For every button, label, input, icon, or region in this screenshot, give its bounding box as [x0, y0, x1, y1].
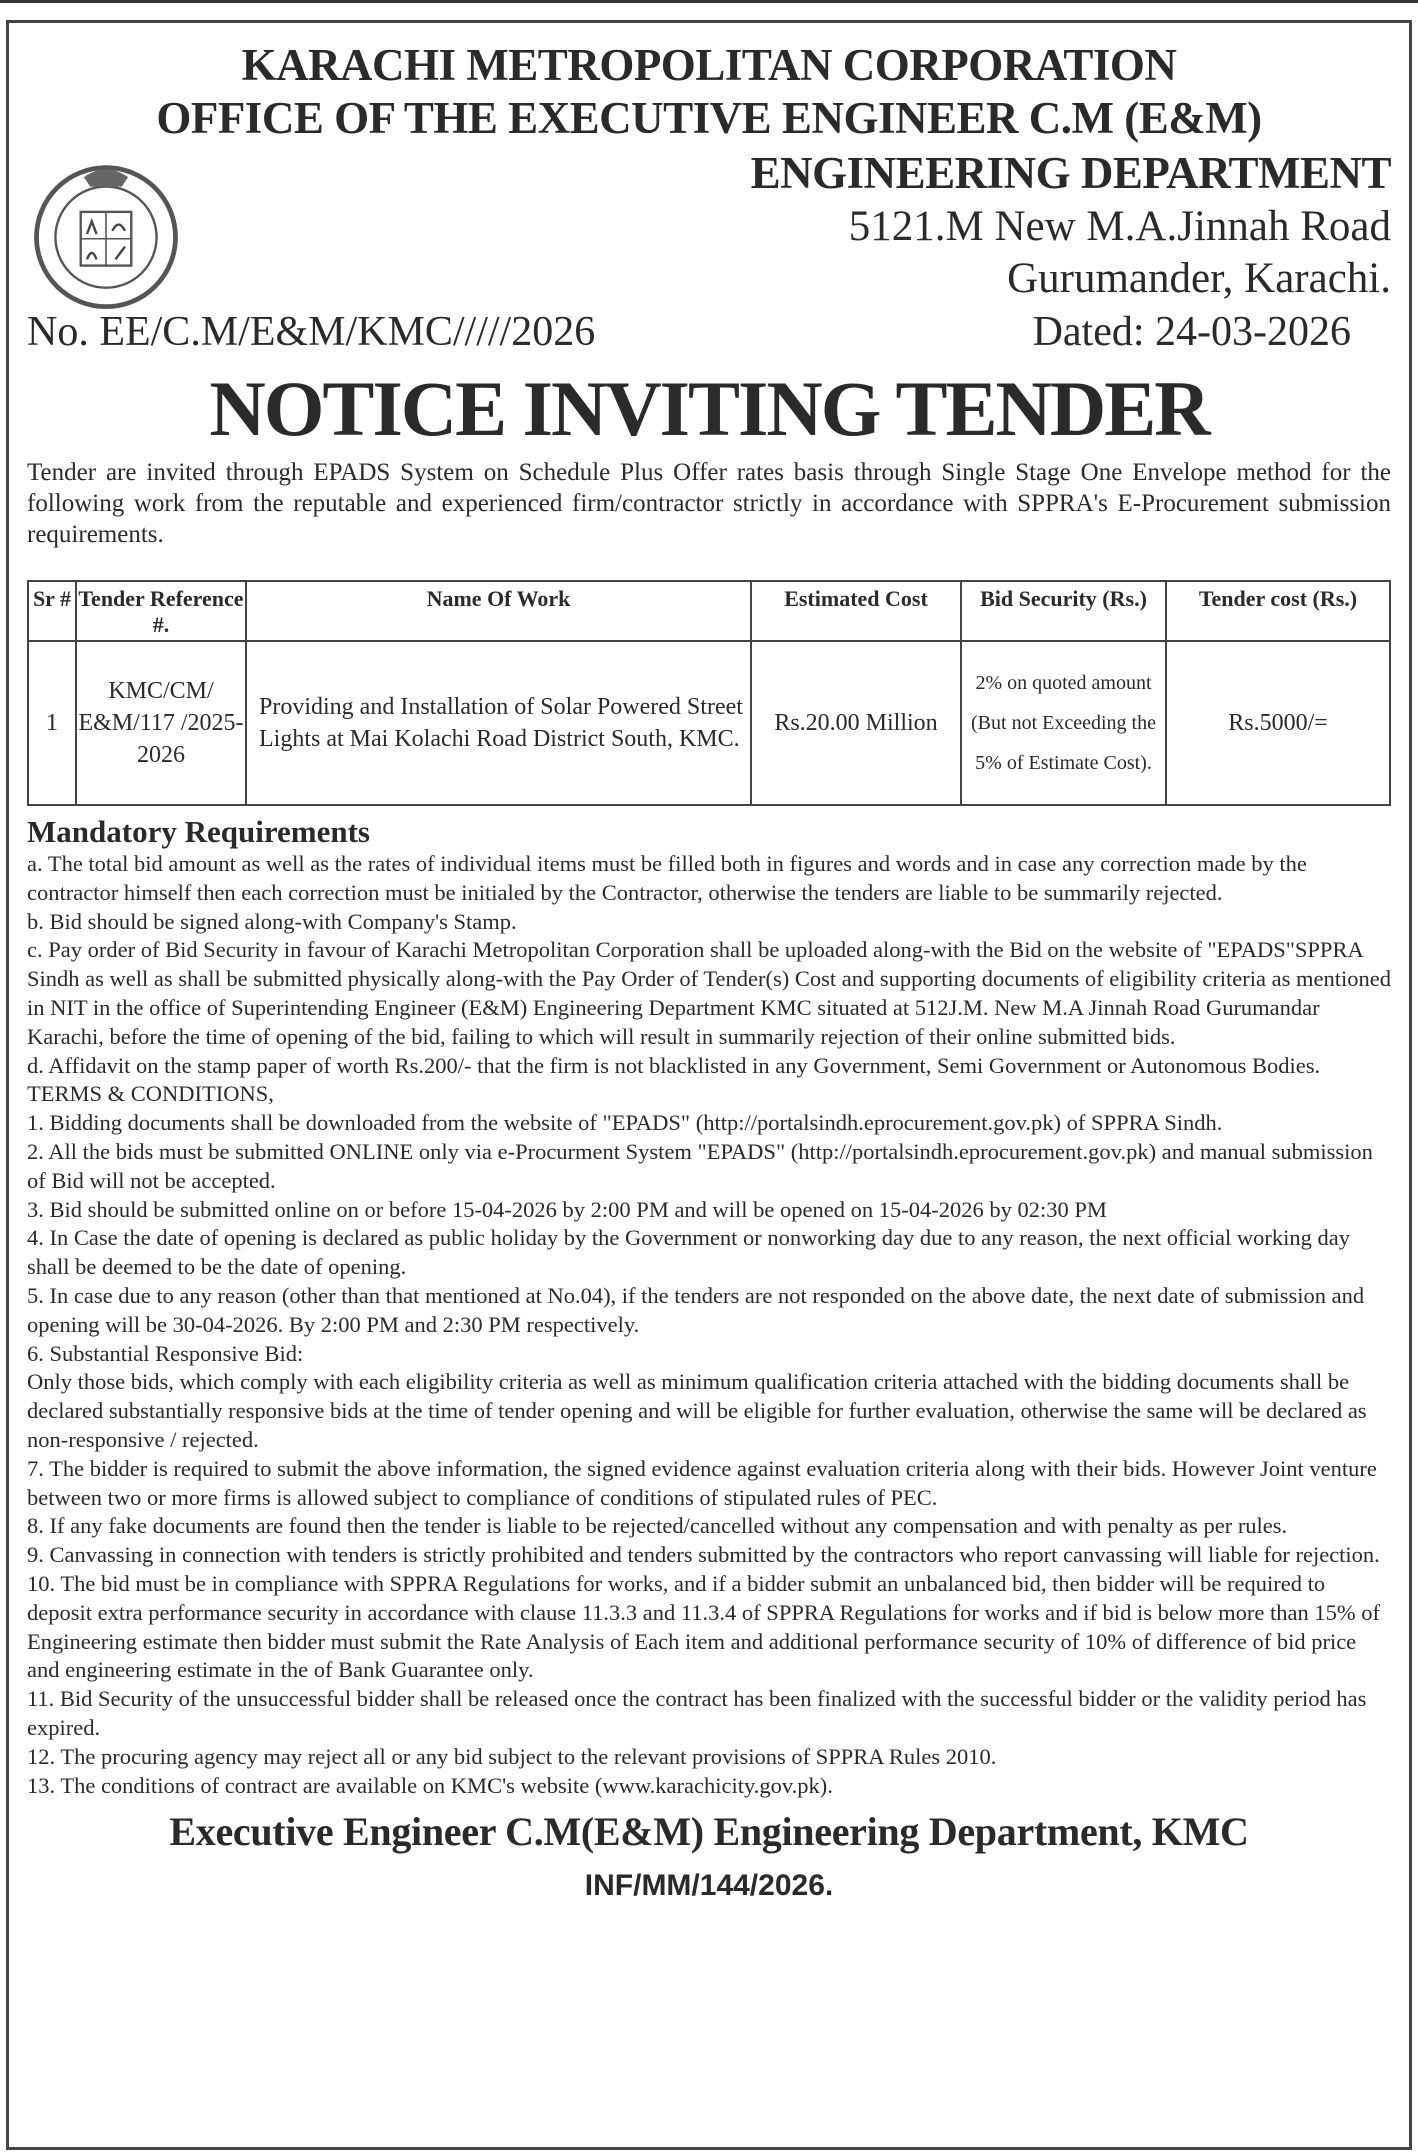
cell-cost: Rs.20.00 Million: [751, 641, 961, 805]
col-reference: Tender Reference #.: [76, 581, 246, 641]
requirement-d: d. Affidavit on the stamp paper of worth Rs.200/- that the firm is not blacklisted in any Government, Semi Government or Autonomous Bodies.: [27, 1052, 1321, 1078]
reference-number: No. EE/C.M/E&M/KMC/////2026: [27, 309, 596, 355]
address-line-2: Gurumander, Karachi.: [1007, 255, 1391, 302]
term-6: 6. Substantial Responsive Bid:: [27, 1340, 304, 1366]
org-name: KARACHI METROPOLITAN CORPORATION: [241, 40, 1177, 90]
notice-title: NOTICE INVITING TENDER: [209, 365, 1209, 452]
table-row: [28, 641, 1390, 805]
cell-sr: 1: [28, 641, 76, 805]
department-name: ENGINEERING DEPARTMENT: [750, 148, 1391, 198]
term-10: 10. The bid must be in compliance with SPPRA Regulations for works, and if a bidder submit an unbalanced bid, then bidder will be required to deposit extra performance security in accordance with clause 11.3.3 and 11.3.4 of SPPRA Regulations for works and if bid is below more than 15% of Engineering estimate then bidder must submit the Rate Analysis of Each item and additional performance security of 10% of difference of bid price and engineering estimate in the of Bank Guarantee only.: [27, 1570, 1381, 1683]
term-8: 8. If any fake documents are found then the tender is liable to be rejected/cancelled without any compensation and with penalty as per rules.: [27, 1513, 1288, 1539]
term-2: 2. All the bids must be submitted ONLINE only via e-Procurment System "EPADS" (http://portalsindh.eprocurement.gov.pk) and manual submission of Bid will not be accepted.: [27, 1138, 1373, 1193]
term-12: 12. The procuring agency may reject all or any bid subject to the relevant provisions of SPPRA Rules 2010.: [27, 1743, 997, 1769]
terms-heading: TERMS & CONDITIONS,: [27, 1081, 274, 1107]
address-line-1: 5121.M New M.A.Jinnah Road: [848, 203, 1391, 250]
term-5: 5. In case due to any reason (other than that mentioned at No.04), if the tenders are not responded on the above date, the next date of submission and opening will be 30-04-2026. By 2:00 PM and 2:30 PM respectively.: [27, 1282, 1365, 1337]
cell-bid-security: 2% on quoted amount (But not Exceeding the 5% of Estimate Cost).: [961, 641, 1166, 805]
term-7: 7. The bidder is required to submit the above information, the signed evidence against evaluation criteria along with their bids. However Joint venture between two or more firms is allowed subject to compliance of conditions of stipulated rules of PEC.: [27, 1455, 1377, 1510]
term-6-detail: Only those bids, which comply with each eligibility criteria as well as minimum qualification criteria attached with the bidding documents shall be declared substantially responsive bids at the time of tender opening and will be eligible for further evaluation, otherwise the same will be declared as non-responsive / rejected.: [27, 1369, 1367, 1452]
requirement-c: c. Pay order of Bid Security in favour of Karachi Metropolitan Corporation shall be uploaded along-with the Bid on the website of "EPADS"SPPRA Sindh as well as shall be submitted physically along-with the Pay Order of Tender(s) Cost and supporting documents of eligibility criteria as mentioned in NIT in the office of Superintending Engineer (E&M) Engineering Department KMC situated at 512J.M. New M.A Jinnah Road Gurumandar Karachi, before the time of opening of the bid, failing to which will result in summarily rejection of their online submitted bids.: [27, 937, 1391, 1049]
term-1: 1. Bidding documents shall be downloaded from the website of "EPADS" (http://portalsindh.eprocurement.gov.pk) of SPPRA Sindh.: [27, 1110, 1223, 1136]
cell-reference: KMC/CM/ E&M/117 /2025-2026: [76, 641, 246, 805]
top-rule: [0, 0, 1418, 3]
term-13: 13. The conditions of contract are available on KMC's website (www.karachicity.gov.pk).: [27, 1772, 833, 1798]
tender-table: [27, 580, 1391, 806]
requirement-b: b. Bid should be signed along-with Company's Stamp.: [27, 908, 517, 934]
col-tender-cost: Tender cost (Rs.): [1166, 581, 1390, 641]
office-name: OFFICE OF THE EXECUTIVE ENGINEER C.M (E&M): [156, 93, 1262, 143]
notice-date: Dated: 24-03-2026: [1032, 309, 1351, 355]
cell-tender-cost: Rs.5000/=: [1166, 641, 1390, 805]
cell-work: Providing and Installation of Solar Powered Street Lights at Mai Kolachi Road District South, KMC.: [246, 641, 751, 805]
intro-paragraph: Tender are invited through EPADS System on Schedule Plus Offer rates basis through Single Stage One Envelope method for the following work from the reputable and experienced firm/contractor strictly in accordance with SPPRA's E-Procurement submission requirements.: [27, 459, 1391, 548]
inf-number: INF/MM/144/2026.: [584, 1869, 834, 1903]
requirement-a: a. The total bid amount as well as the rates of individual items must be filled both in figures and words and in case any correction made by the contractor himself then each correction must be initialed by the Contractor, otherwise the tenders are liable to be summarily rejected.: [27, 851, 1307, 905]
col-estimated-cost: Estimated Cost: [751, 581, 961, 641]
term-9: 9. Canvassing in connection with tenders is strictly prohibited and tenders submitted by the contractors who report canvassing will liable for rejection.: [27, 1542, 1380, 1568]
term-11: 11. Bid Security of the unsuccessful bidder shall be released once the contract has been finalized with the successful bidder or the validity period has expired.: [27, 1686, 1367, 1740]
tender-notice: [6, 20, 1412, 2150]
kmc-seal-logo: [27, 155, 185, 313]
signature-line: Executive Engineer C.M(E&M) Engineering Department, KMC: [169, 1809, 1249, 1855]
term-4: 4. In Case the date of opening is declared as public holiday by the Government or nonworking day due to any reason, the next official working day shall be deemed to be the date of opening.: [27, 1225, 1350, 1280]
col-sr: Sr #: [28, 581, 76, 641]
term-3: 3. Bid should be submitted online on or before 15-04-2026 by 2:00 PM and will be opened on 15-04-2026 by 02:30 PM: [27, 1196, 1107, 1222]
requirements-body: [27, 850, 1391, 1800]
col-name-of-work: Name Of Work: [246, 581, 751, 641]
mandatory-requirements-heading: Mandatory Requirements: [27, 814, 370, 849]
col-bid-security: Bid Security (Rs.): [961, 581, 1166, 641]
